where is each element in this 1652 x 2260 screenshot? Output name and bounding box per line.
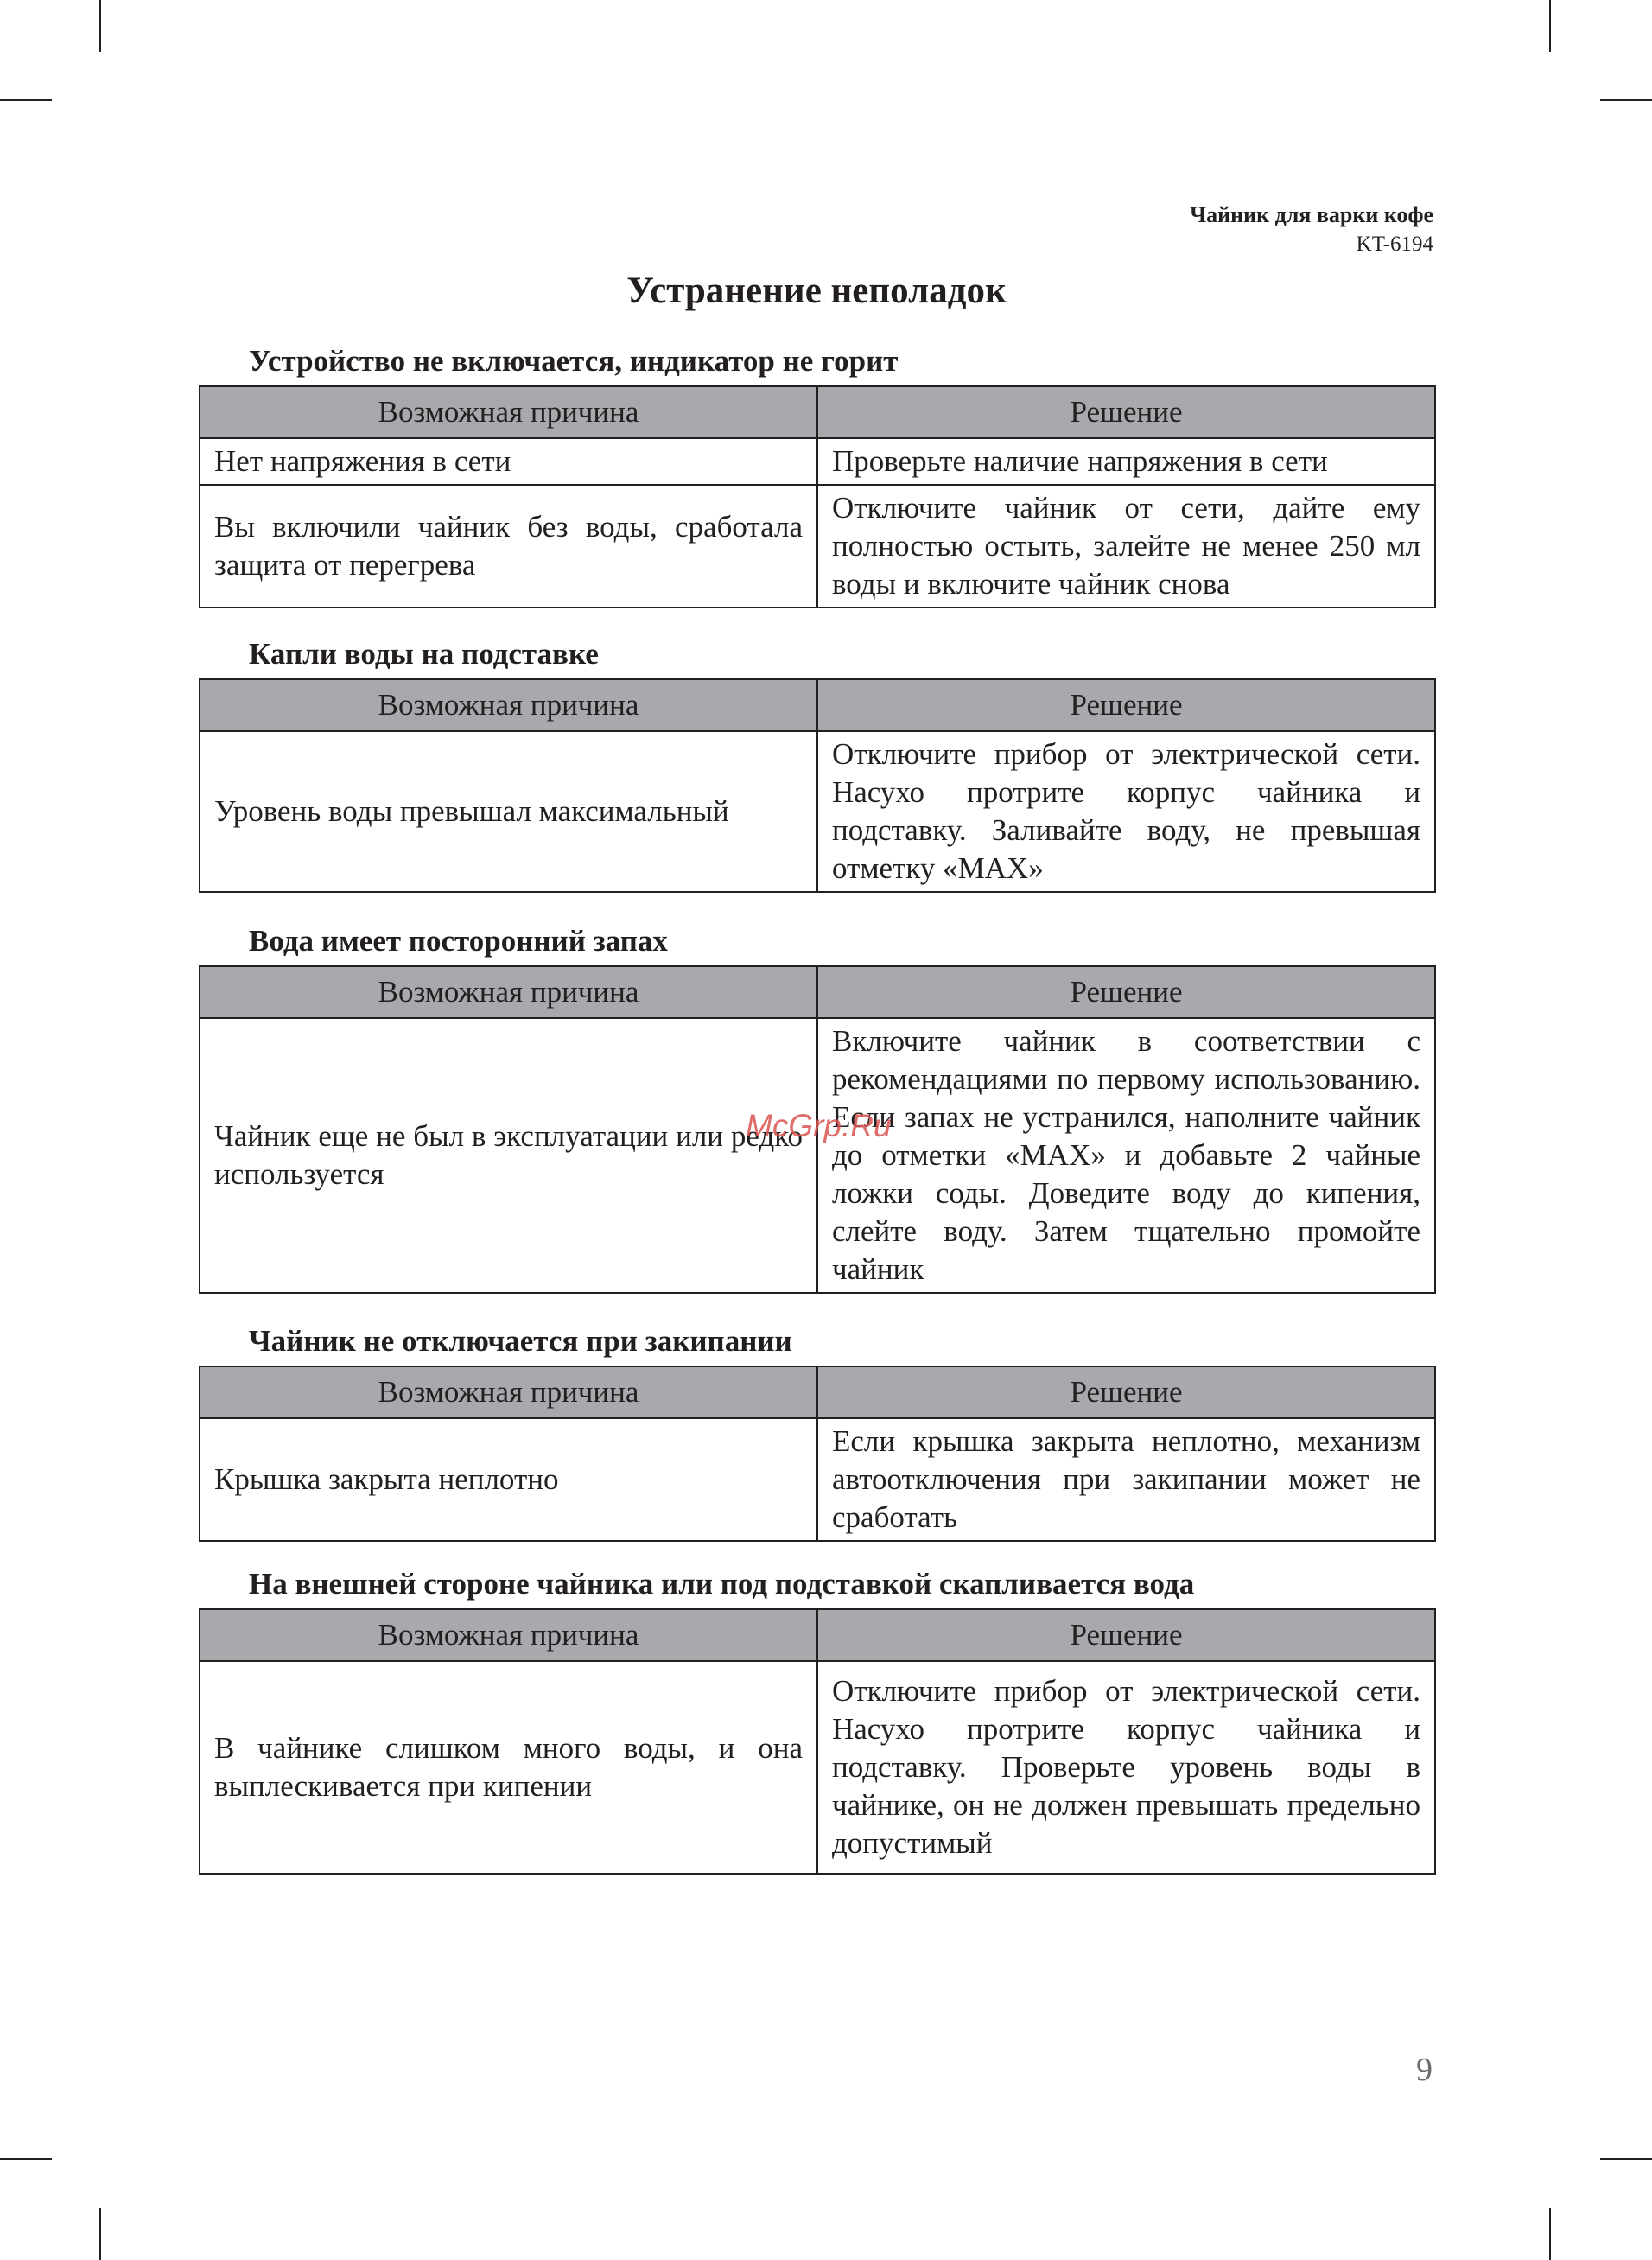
cell-solution: Отключите прибор от электрической сети. Насухо протрите корпус чайника и подставку. Заливайте воду, не превышая отметку «MAX» (817, 731, 1435, 892)
crop-mark-top-right (1549, 0, 1551, 52)
header-solution: Решение (817, 386, 1435, 438)
header-product: Чайник для варки кофе (1190, 202, 1433, 227)
crop-mark-bottom-left (99, 2208, 101, 2260)
table-header-row (200, 679, 1435, 731)
troubleshooting-table (199, 385, 1436, 608)
header-cause: Возможная причина (200, 1609, 817, 1661)
cell-solution: Отключите чайник от сети, дайте ему полностью остыть, залейте не менее 250 мл воды и включите чайник снова (817, 485, 1435, 608)
cell-cause: Нет напряжения в сети (200, 438, 817, 485)
cell-cause: Чайник еще не был в эксплуатации или редко используется (200, 1018, 817, 1293)
section-title: Капли воды на подставке (249, 637, 599, 671)
table-row (200, 731, 1435, 892)
table-header-row (200, 966, 1435, 1018)
header-solution: Решение (817, 679, 1435, 731)
table-row (200, 1418, 1435, 1541)
header-cause: Возможная причина (200, 966, 817, 1018)
crop-mark-top-left (99, 0, 101, 52)
troubleshooting-table (199, 1366, 1436, 1542)
section-title: Устройство не включается, индикатор не горит (249, 344, 899, 378)
table-row (200, 485, 1435, 608)
section-water-leak (199, 1565, 1434, 1875)
header-model: KT-6194 (1356, 232, 1433, 256)
cell-solution: Если крышка закрыта неплотно, механизм автоотключения при закипании может не сработать (817, 1418, 1435, 1541)
watermark: McGrp.Ru (746, 1108, 892, 1143)
crop-mark-right-bottom (1600, 2158, 1652, 2160)
header-solution: Решение (817, 966, 1435, 1018)
header-solution: Решение (817, 1366, 1435, 1418)
crop-mark-right-top (1600, 99, 1652, 101)
troubleshooting-table (199, 678, 1436, 893)
table-header-row (200, 1609, 1435, 1661)
header-cause: Возможная причина (200, 679, 817, 731)
cell-solution: Проверьте наличие напряжения в сети (817, 438, 1435, 485)
running-header (1190, 201, 1433, 259)
cell-cause: Уровень воды превышал максимальный (200, 731, 817, 892)
table-row (200, 1661, 1435, 1874)
section-no-auto-off (199, 1322, 1434, 1542)
header-cause: Возможная причина (200, 1366, 817, 1418)
table-header-row (200, 1366, 1435, 1418)
cell-cause: В чайнике слишком много воды, и она выплескивается при кипении (200, 1661, 817, 1874)
table-row (200, 438, 1435, 485)
crop-mark-left-top (0, 99, 52, 101)
section-title: Чайник не отключается при закипании (249, 1324, 792, 1358)
page-title: Устранение неполадок (626, 271, 1007, 311)
crop-mark-bottom-right (1549, 2208, 1551, 2260)
header-solution: Решение (817, 1609, 1435, 1661)
cell-solution: Включите чайник в соответствии с рекомендациями по первому использованию. Если запах не устранился, наполните чайник до отметки «MAX» и добавьте 2 чайные ложки соды. Доведите воду до кипения, слейте воду. Затем тщательно промойте чайник (817, 1018, 1435, 1293)
cell-cause: Крышка закрыта неплотно (200, 1418, 817, 1541)
cell-cause: Вы включили чайник без воды, сработала защита от перегрева (200, 485, 817, 608)
section-title: На внешней стороне чайника или под подставкой скапливается вода (249, 1567, 1195, 1601)
troubleshooting-table (199, 1608, 1436, 1875)
section-drops-on-base (199, 635, 1434, 893)
section-no-power (199, 342, 1434, 608)
page-number: 9 (1416, 2052, 1433, 2088)
crop-mark-left-bottom (0, 2158, 52, 2160)
table-row (200, 1018, 1435, 1293)
section-title: Вода имеет посторонний запах (249, 924, 668, 958)
header-cause: Возможная причина (200, 386, 817, 438)
table-header-row (200, 386, 1435, 438)
cell-solution: Отключите прибор от электрической сети. Насухо протрите корпус чайника и подставку. Проверьте уровень воды в чайнике, он не должен превышать предельно допустимый (817, 1661, 1435, 1874)
